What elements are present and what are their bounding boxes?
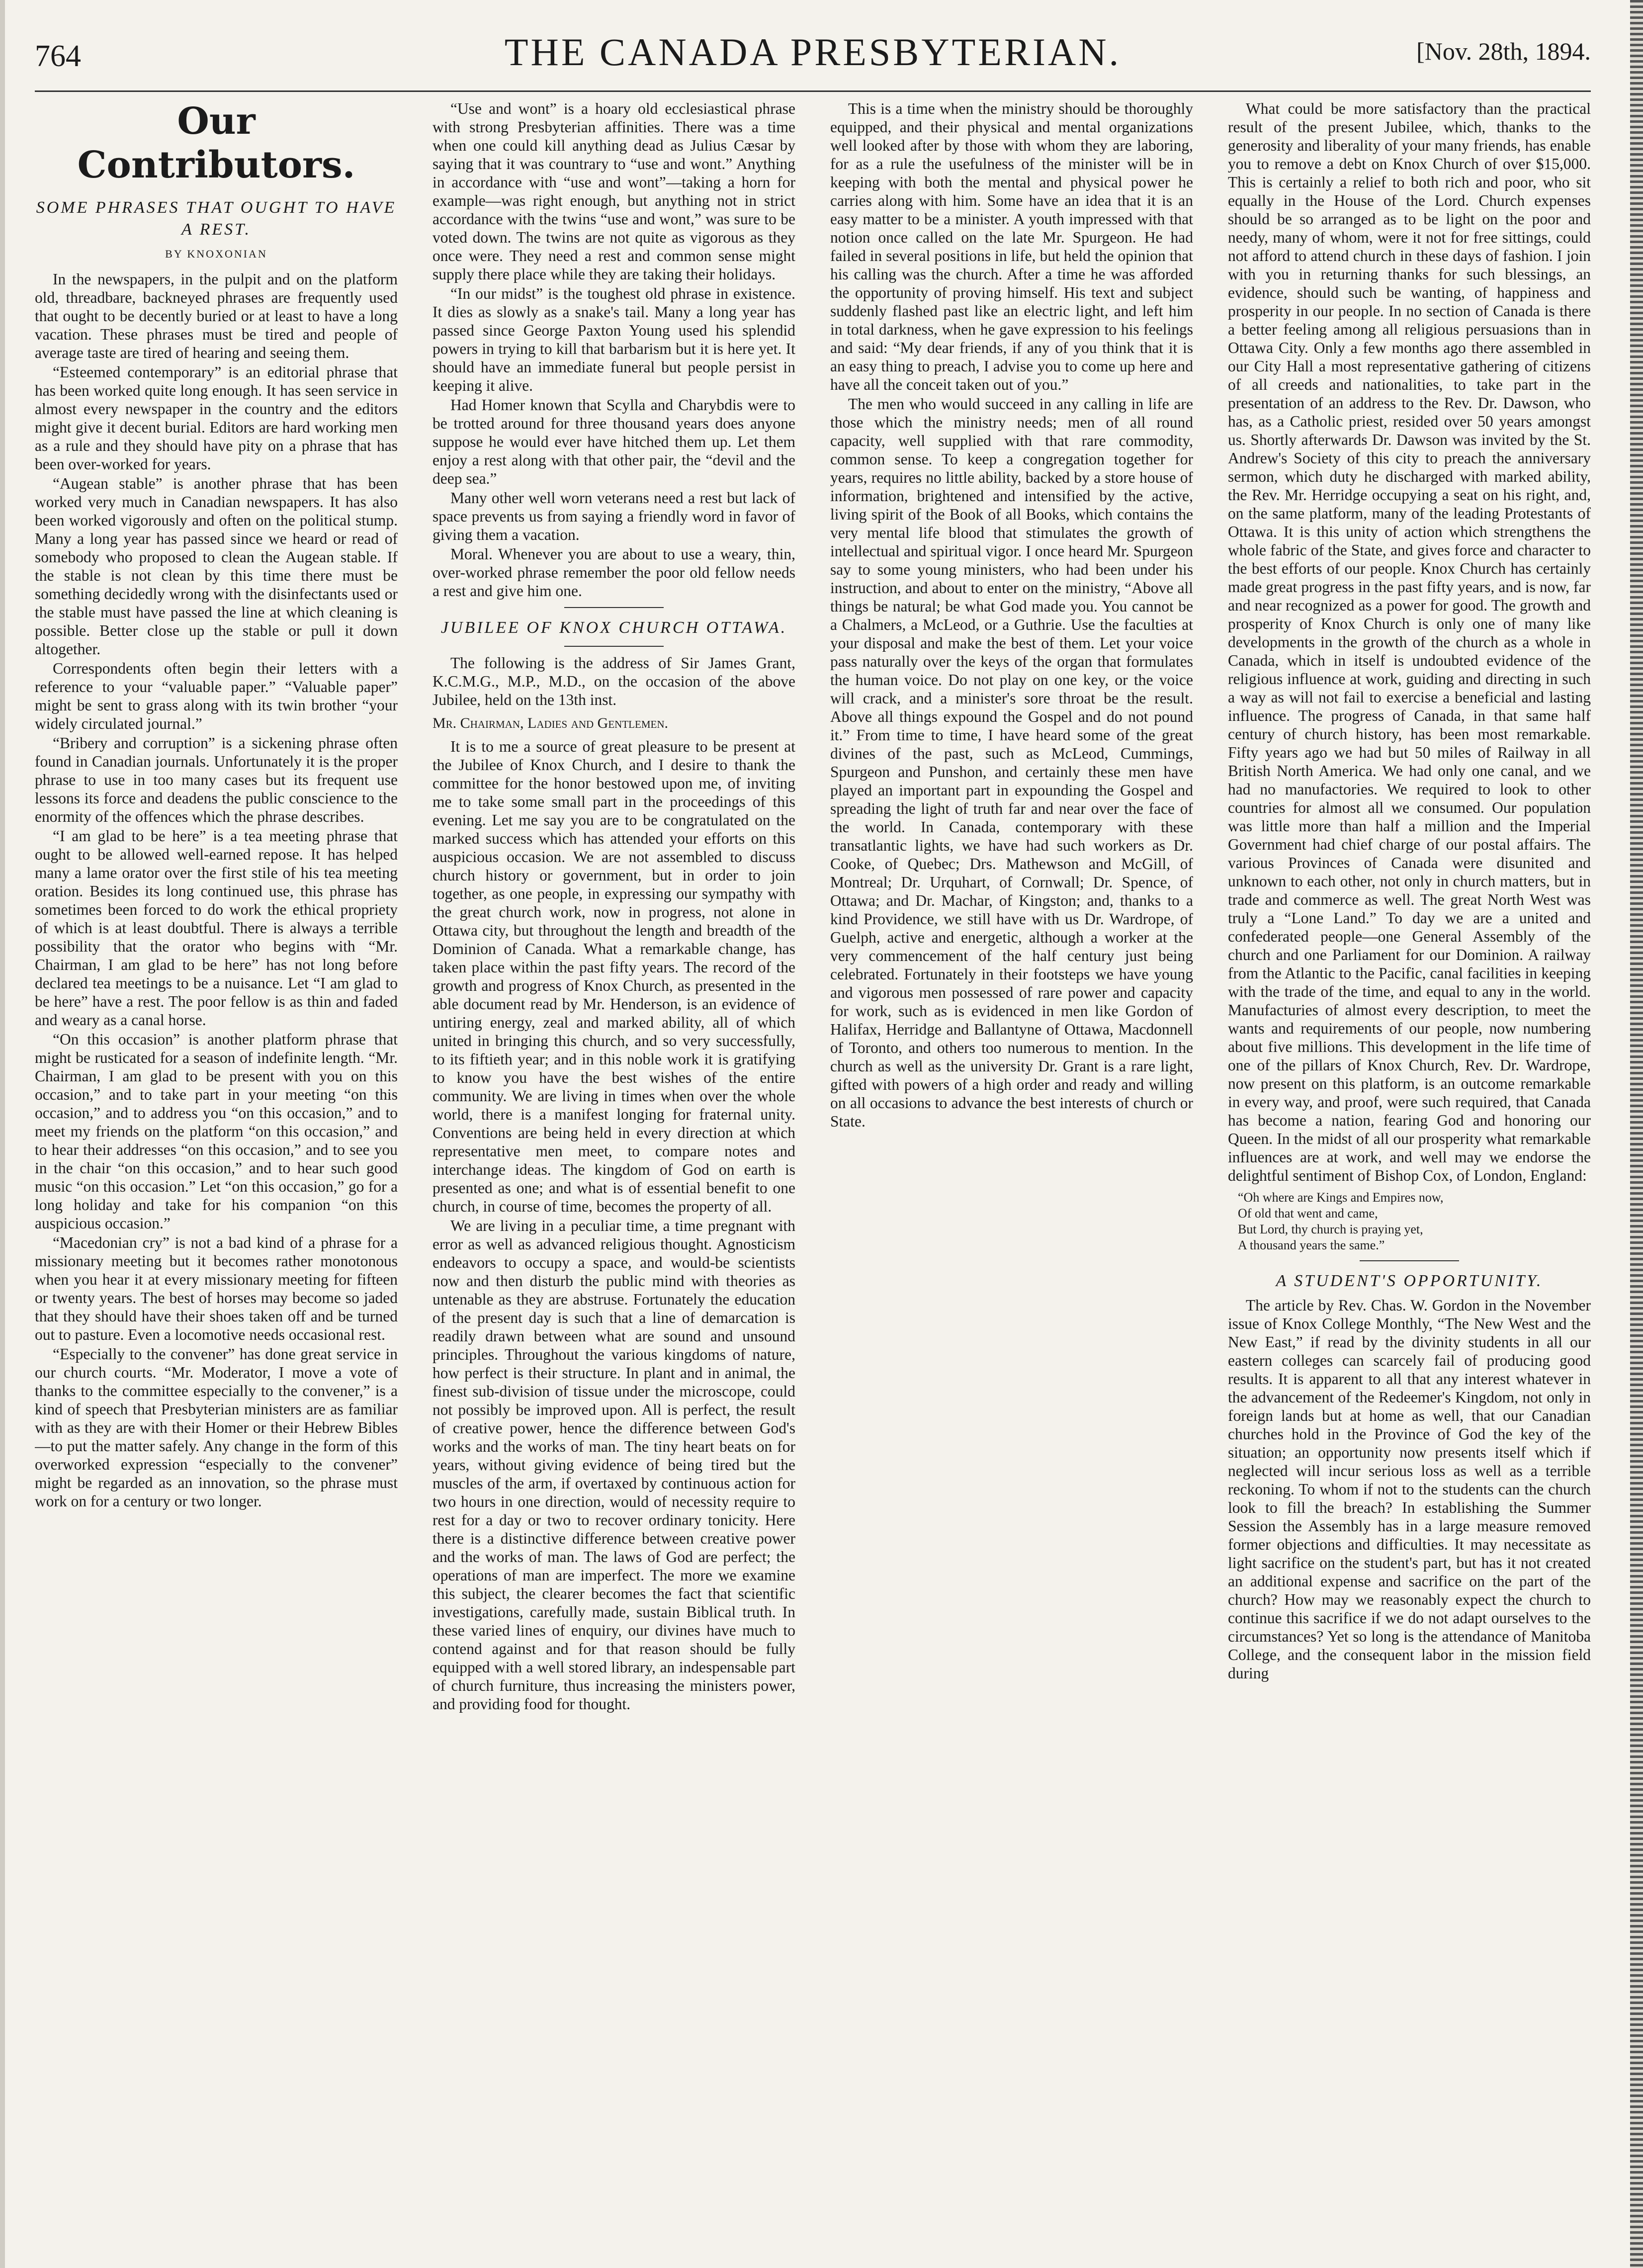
article-2-intro: The following is the address of Sir James Grant, K.C.M.G., M.P., M.D., on the occasion of the above Jubilee, held on the 13th inst. xyxy=(432,654,795,708)
verse-line: “Oh where are Kings and Empires now, xyxy=(1238,1190,1444,1205)
article-divider xyxy=(564,607,664,608)
column-2 xyxy=(432,99,795,2247)
article-1-paragraph: Moral. Whenever you are about to use a weary, thin, over-worked phrase remember the poor old fellow needs a rest and give him one. xyxy=(432,545,795,600)
article-1-paragraph: Had Homer known that Scylla and Charybdis were to be trotted around for three thousand years does anyone suppose he would ever have hitched them up. Let them enjoy a rest along with that other pair, the “devil and the deep sea.” xyxy=(432,396,795,487)
page-right-edge xyxy=(1630,0,1643,2268)
article-1-paragraph: Correspondents often begin their letters with a reference to your “valuable paper.” “Valuable paper” might be sent to grass along with its twin brother “your widely circulated journal.” xyxy=(35,660,398,732)
article-2-title: JUBILEE OF KNOX CHURCH OTTAWA. xyxy=(440,618,787,637)
page-number: 764 xyxy=(35,39,81,73)
verse-line: A thousand years the same.” xyxy=(1238,1238,1385,1252)
article-1-paragraph: Many other well worn veterans need a rest but lack of space prevents us from saying a friendly word in favor of giving them a vacation. xyxy=(432,489,795,543)
article-1-paragraph: “Augean stable” is another phrase that has been worked very much in Canadian newspapers. It has also been worked vigorously and often on the political stump. Many a long year has passed since we heard or read of somebody who proposed to clean the Augean stable. If the stable is not clean by this time there must be something decidedly wrong with the disinfectants used or the stable must have passed the line at which cleaning is possible. Better close up the stable or pull it down altogether. xyxy=(35,475,398,658)
article-1-byline: BY KNOXONIAN xyxy=(165,248,267,260)
article-2-paragraph: We are living in a peculiar time, a time pregnant with error as well as advanced religious thought. Agnosticism endeavors to occupy a space, and would-be scientists now and then disturb the public mind with theories as untenable as they are abstruse. Fortunately the education of the present day is such that a line of demarcation is readily drawn between what are sound and unsound principles. Throughout the various kingdoms of nature, how perfect is their structure. In plant and in animal, the finest sub-division of tissue under the microscope, could not possibly be improved upon. All is perfect, the result of creative power, hence the difference between God's works and the works of man. The tiny heart beats on for years, without giving evidence of being tired but the muscles of the arm, if overtaxed by continuous action for two hours in one direction, would of necessity require to rest for a day or two to recover ordinary tonicity. Here there is a distinctive difference between creative power and the works of man. The laws of God are perfect; the operations of man are imperfect. The more we examine this subject, the clearer becomes the fact that scientific investigations, carefully made, sustain Biblical truth. In these varied lines of enquiry, our divines have much to contend against and for that reason should be fully equipped with a well stored library, an indespensable part of church furniture, thus increasing the ministers power, and providing food for thought. xyxy=(432,1217,795,1713)
column-3 xyxy=(830,99,1193,2247)
article-1-paragraph: “Esteemed contemporary” is an editorial phrase that has been worked quite long enough. It has seen service in almost every newspaper in the country and the editors might give it decent burial. Editors are hard working men as a rule and they should have pity on a phrase that has been over-worked for years. xyxy=(35,363,398,473)
article-divider xyxy=(1360,1260,1459,1261)
article-1-paragraph: “Especially to the convener” has done great service in our church courts. “Mr. Moderator, I move a vote of thanks to the committee especially to the convener,” is a kind of speech that Presbyterian ministers are as familiar with as they are with their Homer or their Hebrew Bibles—to put the matter safely. Any change in the form of this overworked expression “especially to the convener” might be regarded as an innovation, so the phrase must work on for a century or two longer. xyxy=(35,1345,398,1510)
article-1-paragraph: “Bribery and corruption” is a sickening phrase often found in Canadian journals. Unfortunately it is the proper phrase to use in too many cases but its frequent use lessons its force and deadens the public conscience to the enormity of the offences which the phrase describes. xyxy=(35,734,398,825)
article-1-paragraph: “In our midst” is the toughest old phrase in existence. It dies as slowly as a snake's tail. Many a long year has passed since George Paxton Young used his splendid powers in trying to kill that barbarism but it is here yet. It should have an immediate funeral but people persist in keeping it alive. xyxy=(432,285,795,394)
masthead-title: THE CANADA PRESBYTERIAN. xyxy=(504,30,1122,74)
article-3-title: A STUDENT'S OPPORTUNITY. xyxy=(1276,1272,1543,1290)
article-2-paragraph: This is a time when the ministry should be thoroughly equipped, and their physical and mental organizations well looked after by those with whom they are laboring, for as a rule the usefulness of the minister will be in keeping with both the mental and physical power he carries along with him. Some have an idea that it is an easy matter to be a minister. A youth impressed with that notion once called on the late Mr. Spurgeon. He had failed in several positions in life, but held the opinion that his calling was the church. After a time he was afforded the opportunity of proving himself. His text and subject suddenly flashed past like an electric light, and left him in total darkness, when he gave expression to his feelings and said: “My dear friends, if any of you think that it is an easy thing to preach, I advise you to come up here and have all the conceit taken out of you.” xyxy=(830,100,1193,393)
article-1-paragraph: “Macedonian cry” is not a bad kind of a phrase for a missionary meeting but it becomes rather monotonous when you hear it at every missionary meeting for fifteen or twenty years. The best of horses may become so jaded that they should have their shoes taken off and be turned out to pasture. Even a locomotive needs occasional rest. xyxy=(35,1234,398,1343)
article-2-paragraph: What could be more satisfactory than the practical result of the present Jubilee, which, thanks to the generosity and liberality of your many friends, has enable you to remove a debt on Knox Church of over $15,000. This is certainly a relief to both rich and poor, who sit equally in the House of the Lord. Church expenses should be so arranged as to be light on the poor and needy, many of whom, were it not for free sittings, could not afford to attend church in these days of fashion. I join with you in returning thanks for such blessings, an evidence, should such be wanting, of happiness and prosperity in our people. In no section of Canada is there a better feeling among all religious persuasions than in Ottawa City. Only a few months ago there assembled in our City Hall a most representative gathering of citizens of all creeds and nationalities, to take part in the presentation of an address to the Rev. Dr. Dawson, who has, as a Catholic priest, resided over 50 years amongst us. Shortly afterwards Dr. Dawson was invited by the St. Andrew's Society of this city to preach the anniversary sermon, which duty he discharged with marked ability, the Rev. Mr. Herridge occupying a seat on his right, and, on the same platform, many of the leading Protestants of Ottawa. It is this unity of action which strengthens the whole fabric of the State, and gives force and character to the best efforts of our people. Knox Church has certainly made great progress in the past fifty years, and is now, far and near recognized as a power for good. The growth and prosperity of Knox Church is only one of many like developments in the growth of the church as a whole in Canada, which in itself is undoubted evidence of the religious influence at work, guiding and directing in such a way as will not fail to exercise a beneficial and lasting influence. The progress of Canada, in that same half century of church history, has been most remarkable. Fifty years ago we had but 50 miles of Railway in all British North America. We had only one canal, and we had no manufactories. We required to look to other countries for almost all we consumed. Our population was little more than half a million and the Imperial Government had chief charge of our postal affairs. The various Provinces of Canada were disunited and unknown to each other, not only in church matters, but in trade and commerce as well. The great North West was truly a “Lone Land.” To day we are a united and confederated people—one General Assembly of the church and one Parliament for our Dominion. A railway from the Atlantic to the Pacific, canal facilities in keeping with the trade of the time, and equal to any in the world. Manufacturies of almost every description, to meet the wants and requirements of our people, now numbering about five millions. This development in the life time of one of the pillars of Knox Church, Rev. Dr. Wardrope, now present on this platform, is an outcome remarkable in every way, and proof, were such required, that Canada has become a nation, fearing God and honoring our Queen. In the midst of all our prosperity what remarkable influences are at work, and well may we endorse the delightful sentiment of Bishop Cox, of London, England: xyxy=(1228,100,1591,1184)
column-1 xyxy=(35,99,398,2247)
verse-quote xyxy=(1238,1190,1591,1253)
article-2-paragraph: The men who would succeed in any calling in life are those which the ministry needs; men of all round capacity, well supplied with that rare commodity, common sense. To keep a congregation together for years, requires no little ability, backed by a store house of information, brightened and intensified by the active, living spirit of the Book of all Books, which contains the very mental life blood that stimulates the growth of intellectual and spiritual vigor. I once heard Mr. Spurgeon say to some young ministers, who had been under his instruction, and about to enter on the ministry, “Above all things be natural; be what God made you. You cannot be a Chalmers, a McLeod, or a Guthrie. Use the faculties at your disposal and make the best of them. Let your voice pass naturally over the keys of the organ that formulates the human voice. Do not play on one key, or the voice will crack, and a minister's sore throat be the result. Above all things expound the Gospel and do not pound it.” From time to time, I have heard some of the great divines of the past, such as McLeod, Cummings, Spurgeon and Punshon, and certainly these men have played an important part in expounding the Gospel and spreading the light of truth far and near over the face of the world. In Canada, contemporary with these transatlantic lights, we have had such workers as Dr. Cooke, of Quebec; Drs. Mathewson and McGill, of Montreal; Dr. Urquhart, of Cornwall; Dr. Spence, of Ottawa; and Dr. Machar, of Kingston; and, thanks to a kind Providence, we still have with us Dr. Wardrope, of Guelph, active and energetic, although a worker at the very commencement of the half century just being celebrated. Fortunately in their footsteps we have young and vigorous men possessed of rare power and capacity for work, such as is evidenced in men like Gordon of Halifax, Herridge and Ballantyne of Ottawa, Macdonnell of Toronto, and others too numerous to mention. In the church as well as the university Dr. Grant is a rare light, gifted with powers of a high order and ready and willing on all occasions to advance the best interests of church or State. xyxy=(830,395,1193,1130)
article-1-paragraph: “Use and wont” is a hoary old ecclesiastical phrase with strong Presbyterian affinities. There was a time when one could kill anything dead as Julius Cæsar by saying that it was countrary to “use and wont.” Anything in accordance with “use and wont”—taking a horn for example—was right enough, but anything not in strict accordance with the twins “use and wont,” was sure to be voted down. The twins are not quite as vigorous as they once were. They need a rest and common sense might supply there place while they are taking their holidays. xyxy=(432,100,795,283)
article-1-paragraph: “On this occasion” is another platform phrase that might be rusticated for a season of indefinite length. “Mr. Chairman, I am glad to be present with you on this occasion,” and to take part in your meeting “on this occasion,” and to address you “on this occasion,” and to meet my friends on the platform “on this occasion,” and to hear their addresses “on this occasion,” and to see you in the chair “on this occasion,” and to hear such good music “on this occasion.” Let “on this occasion,” go for a long holiday and take for his companion “on this auspicious occasion.” xyxy=(35,1031,398,1232)
header-rule xyxy=(35,90,1591,92)
column-4 xyxy=(1228,99,1591,2247)
article-1-title: SOME PHRASES THAT OUGHT TO HAVE A REST. xyxy=(36,198,397,239)
article-3-paragraph: The article by Rev. Chas. W. Gordon in the November issue of Knox College Monthly, “The New West and the New East,” if read by the divinity students in all our eastern colleges can scarcely fail of producing good results. It is apparent to all that any interest whatever in the advancement of the Redeemer's Kingdom, not only in foreign lands but at home as well, that our Canadian churches hold in the Province of God the key of the situation; an opportunity now presents itself which if neglected will incur serious loss as well as a terrible reckoning. To whom if not to the students can the church look to fill the breach? In establishing the Summer Session the Assembly has in a large measure removed former objections and difficulties. It may necessitate as light sacrifice on the student's part, but has it not created an additional expense and sacrifice on the part of the church? How may we reasonably expect the church to continue this sacrifice if we do not adapt ourselves to the circumstances? Yet so long is the attendance of Manitoba College, and the consequent labor in the mission field during xyxy=(1228,1297,1591,1682)
section-title: Our Contributors. xyxy=(77,100,355,186)
article-1-paragraph: In the newspapers, in the pulpit and on the platform old, threadbare, backneyed phrases are frequently used that ought to be decently buried or at least to have a long vacation. These phrases must be tired and people of average taste are tired of hearing and seeing them. xyxy=(35,270,398,361)
page-header xyxy=(35,30,1591,89)
article-2-paragraph: It is to me a source of great pleasure to be present at the Jubilee of Knox Church, and I desire to thank the committee for the honor bestowed upon me, of inviting me to take some small part in the proceedings of this evening. Let me say you are to be congratulated on the marked success which has attended your efforts on this auspicious occasion. We are not assembled to discuss church history or government, but in order to join together, as one people, in expressing our sympathy with the great church work, now in progress, not alone in Ottawa city, but throughout the length and breadth of the Dominion of Canada. What a remarkable change, has taken place within the past fifty years. The record of the growth and progress of Knox Church, as presented in the able document read by Mr. Henderson, is an evidence of untiring energy, zeal and marked ability, all of which united in bringing this church, and so very successfully, to its fiftieth year; and in this noble work it is gratifying to know you have the best wishes of the entire community. We are living in times when over the whole world, there is a manifest longing for fraternal unity. Conventions are being held in every direction at which representative men meet, to compare notes and interchange ideas. The kingdom of God on earth is presented as one; and what is of essential benefit to one church, in course of time, becomes the property of all. xyxy=(432,738,795,1215)
page-left-edge xyxy=(0,0,5,2268)
verse-line: But Lord, thy church is praying yet, xyxy=(1238,1222,1423,1236)
article-2-salutation: Mr. Chairman, Ladies and Gentlemen. xyxy=(432,715,668,731)
issue-date: [Nov. 28th, 1894. xyxy=(1416,37,1591,65)
article-divider xyxy=(564,646,664,647)
article-1-paragraph: “I am glad to be here” is a tea meeting phrase that ought to be allowed well-earned repose. It has helped many a lame orator over the first stile of his tea meeting oration. Besides its long continued use, this phrase has sometimes been forced to do work the ethical propriety of which is at least doubtful. There is always a terrible possibility that the orator who begins with “Mr. Chairman, I am glad to be here” has not long before declared tea meetings to be a nuisance. Let “I am glad to be here” have a rest. The poor fellow is as thin and faded and weary as a canal horse. xyxy=(35,827,398,1029)
verse-line: Of old that went and came, xyxy=(1238,1206,1378,1221)
